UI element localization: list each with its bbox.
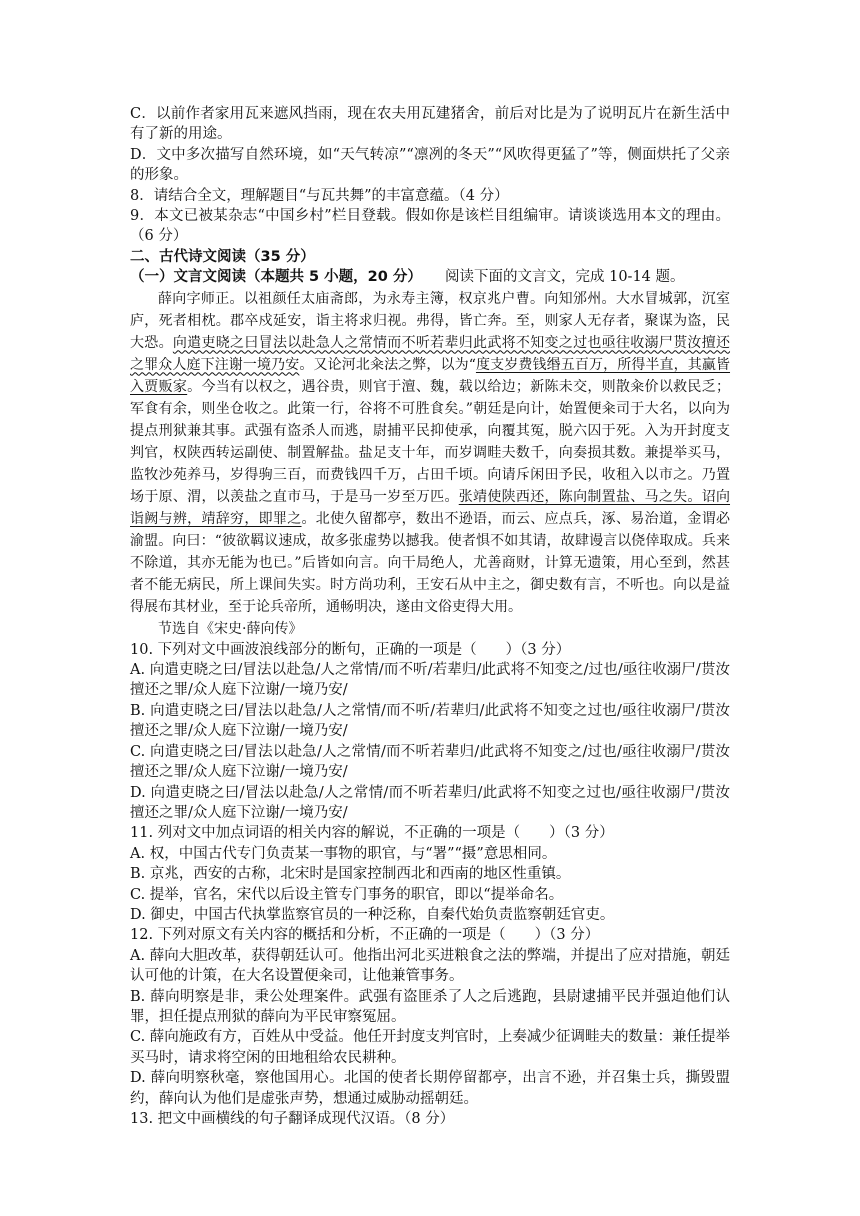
question-10-option-c: C. 向遣吏晓之曰/冒法以赴急/人之常情/而不听若辈归/此武将不知变之/过也/亟往收溺尸/贳汝擅还之罪/众人庭下泣谢/一境乃安/: [130, 743, 730, 781]
question-12-stem: 12. 下列对原文有关内容的概括和分析，不正确的一项是（ ）（3 分）: [130, 927, 600, 944]
prev-option-d: D．文中多次描写自然环境，如“天气转凉”“凛冽的冬天”“风吹得更猛了”等，侧面烘托了父亲的形象。: [130, 146, 730, 184]
question-8: 8．请结合全文，理解题目“与瓦共舞”的丰富意蕴。（4 分）: [130, 187, 509, 204]
subsection-instruction: 阅读下面的文言文，完成 10-14 题。: [444, 269, 685, 286]
question-12-option-a: A. 薛向大胆改革，获得朝廷认可。他指出河北买进粮食之法的弊端，并提出了应对措施，朝廷认可他的计策，在大名设置便籴司，让他兼管事务。: [130, 947, 730, 985]
passage-source: 节选自《宋史·薛向传》: [158, 620, 303, 637]
question-10-stem: 10. 下列对文中画波浪线部分的断句，正确的一项是（ ）（3 分）: [130, 641, 571, 658]
exam-page: [130, 104, 730, 1129]
subsection-title: （一）文言文阅读（本题共 5 小题，20 分）: [130, 269, 422, 286]
question-10-option-d: D. 向遣吏晓之曰/冒法以赴急/人之常情/而不听若辈归/此武将不知变之过也/亟往收溺尸/贳汝擅还之罪/众人庭下泣谢/一境乃安/: [130, 784, 730, 821]
question-11-option-d: D. 御史，中国古代执掌监察官员的一种泛称，自秦代始负责监察朝廷官吏。: [130, 906, 615, 923]
question-11-option-b: B. 京兆，西安的古称，北宋时是国家控制西北和西南的地区性重镇。: [130, 866, 571, 883]
question-11-option-a: A. 权，中国古代专门负责某一事物的职官，与“署”“摄”意思相同。: [130, 845, 557, 862]
underlined-sentence-2: 张靖使陕西还，陈向制置盐、马之失。诏向诣阙与辨，靖辞穷，即罪之: [130, 488, 731, 527]
passage-text-1: 薛向字师正。以祖颜任太庙斋郎，为永寿主簿，权京兆户曹。向知邠州。大水冒城郭，沉室庐，死者相枕。郡卒戍延安，诣主将求归视。弗得，皆亡奔。至，则家人无存者，聚谋为盗，民大恐。: [130, 290, 730, 351]
wavy-underlined-sentence: 向遣吏晓之曰冒法以赴急人之常情而不听若辈归此武将不知变之过也亟往收溺尸贳汝擅还之罪众人庭下注谢一境乃安: [130, 334, 731, 373]
question-12-option-d: D. 薛向明察秋毫，察他国用心。北国的使者长期停留都亭，出言不逊，并召集士兵，撕毁盟约，薛向认为他们是虚张声势，想通过威胁动摇朝廷。: [130, 1070, 730, 1107]
section-2-subtitle: [130, 267, 730, 287]
question-12-option-b: B. 薛向明察是非，秉公处理案件。武强有盗匪杀了人之后逃跑，县尉逮捕平民并强迫他们认罪，担任提点刑狱的薛向为平民审察冤屈。: [130, 988, 730, 1025]
passage-text-4: 。北使久留都亭，数出不逊语，而云、应点兵，涿、易治道，金谓必渝盟。向曰：“彼欲羁议速成，故多张虚势以撼我。使者惧不如其请，故肆谩言以侥倖取成。兵来不除道，其亦无能为也已。”后皆如向言。向干局绝人，尤善商财，计算无遗策，用心至到，然甚者不能无病民，所上课间失实。时方尚功利，王安石从中主之，御史数有言，不听也。向以是益得展布其材业，至于论兵帝所，通畅明决，遂由文俗吏得大用。: [130, 510, 731, 615]
prev-option-c: C．以前作者家用瓦来遮风挡雨，现在农夫用瓦建猪舍，前后对比是为了说明瓦片在新生活中有了新的用途。: [130, 106, 730, 143]
question-12-option-c: C. 薛向施政有方，百姓从中受益。他任开封度支判官时，上奏减少征调畦夫的数量：兼任提举买马时，请求将空闲的田地租给农民耕种。: [130, 1029, 730, 1066]
passage-text-3: 。今当有以权之，遇谷贵，则官于澶、魏，载以给边；新陈未交，则散籴价以救民乏；军食有余，则坐仓收之。此策一行，谷将不可胜食矣。”朝廷是向计，始置便籴司于大名，以向为提点刑狱兼其事。武强有盗杀人而逃，尉捕平民抑使承，向覆其冤，脱六囚于死。入为开封度支判官，权陕西转运副使、制置解盐。盐足支十年，而岁调畦夫数千，向奏损其数。兼提举买马，监牧沙苑养马，岁得驹三百，而费钱四千万，占田千顷。向请斥闲田予民，收租入以市之。乃置场于原、渭，以羡盐之直市马，于是马一岁至万匹。: [130, 378, 730, 505]
section-2-title: 二、古代诗文阅读（35 分）: [130, 248, 315, 265]
underlined-sentence-1: 度支岁费钱缗五百万，所得半直，其赢皆入贾贩家: [130, 356, 731, 395]
classical-passage: [130, 288, 730, 618]
question-10-option-b: B. 向遣吏晓之曰/冒法以赴急/人之常情/而不听/若辈归/此武将不知变之过也/亟往收溺尸/贳汝擅还之罪/众人庭下泣谢/一境乃安/: [130, 702, 730, 740]
question-9: 9．本文已被某杂志“中国乡村”栏目登载。假如你是该栏目组编审。请谈谈选用本文的理由。（6 分）: [130, 208, 730, 245]
passage-text-2: 。又论河北籴法之弊，以为“: [299, 356, 476, 373]
question-10-option-a: A. 向遣吏晓之曰/冒法以赴急/人之常情/而不听/若辈归/此武将不知变之/过也/亟往收溺尸/贳汝擅还之罪/众人庭下泣谢/一境乃安/: [130, 662, 730, 699]
question-11-option-c: C. 提举，官名，宋代以后设主管专门事务的职官，即以“提举命名。: [130, 886, 564, 903]
question-11-stem: 11. 列对文中加点词语的相关内容的解说，不正确的一项是（ ）（3 分）: [130, 825, 614, 842]
question-13-stem: 13. 把文中画横线的句子翻译成现代汉语。（8 分）: [130, 1111, 455, 1127]
